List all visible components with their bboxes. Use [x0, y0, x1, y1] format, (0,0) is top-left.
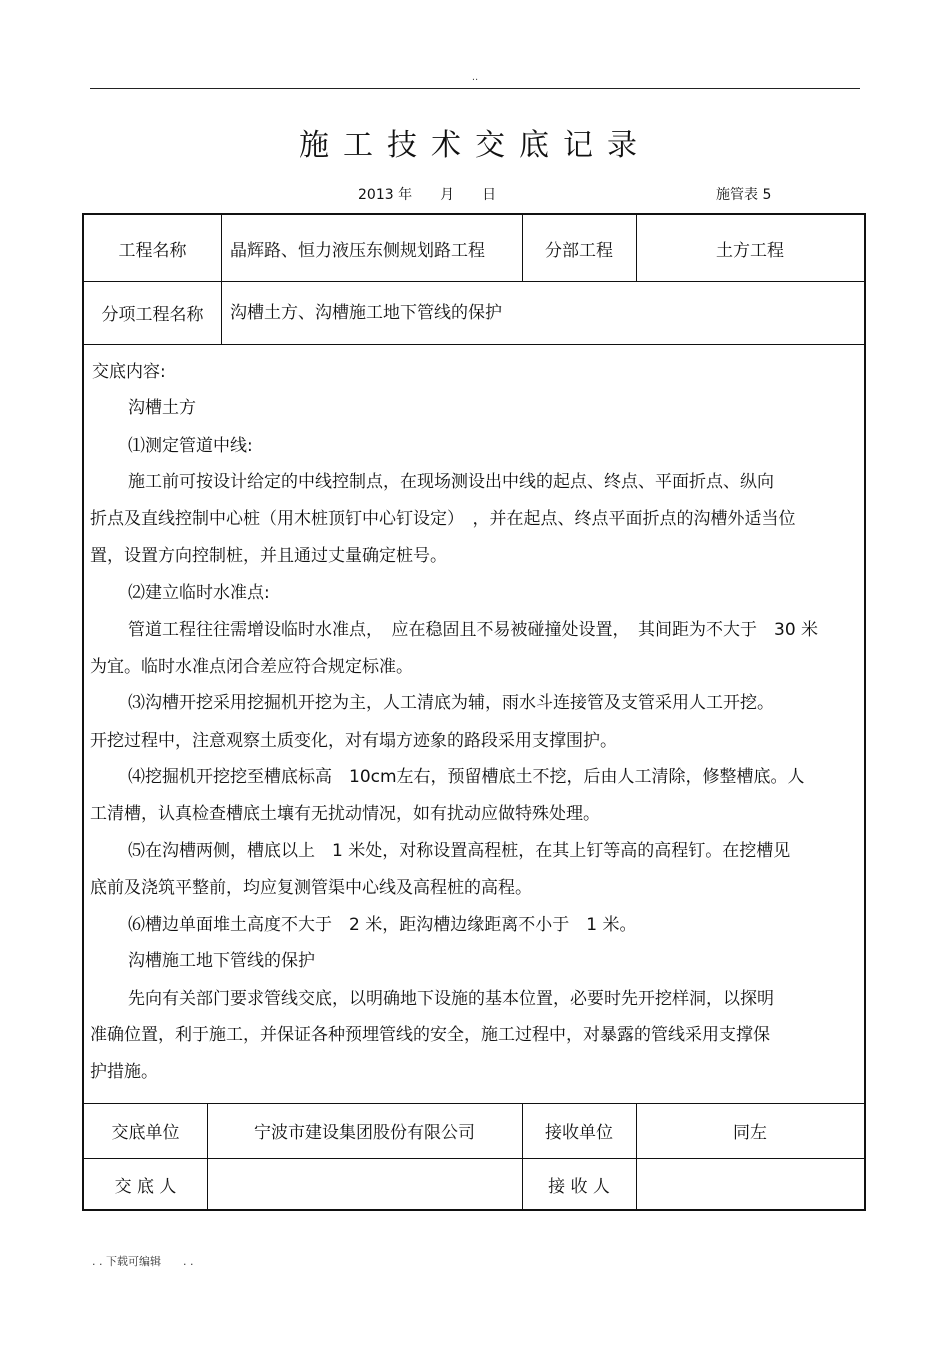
division-value: 土方工程: [716, 240, 784, 261]
content-line: ⑵建立临时水准点:: [128, 583, 270, 603]
content-heading: 交底内容:: [92, 362, 166, 382]
receiver-person-field[interactable]: [636, 1158, 864, 1211]
receiver-unit-value: 同左: [733, 1123, 767, 1143]
issuer-person-label: 交 底 人: [114, 1177, 177, 1197]
content-line: 施工前可按设计给定的中线控制点，在现场测设出中线的起点、终点、平面折点、纵向: [128, 472, 774, 492]
issuer-unit-label: 交底单位: [111, 1123, 180, 1143]
date-line: 2013 年 月 日: [358, 187, 497, 203]
form-number: 施管表 5: [716, 187, 772, 203]
receiver-unit-label: 接收单位: [545, 1123, 613, 1143]
content-line: 底前及浇筑平整前，均应复测管渠中心线及高程桩的高程。: [90, 878, 532, 898]
content-line: ⑶沟槽开挖采用挖掘机开挖为主，人工清底为辅，雨水斗连接管及支管采用人工开挖。: [128, 693, 774, 713]
content-line: 先向有关部门要求管线交底，以明确地下设施的基本位置，必要时先开挖样洞，以探明: [128, 989, 774, 1009]
content-line: 沟槽施工地下管线的保护: [128, 951, 315, 971]
header-rule: [90, 88, 860, 89]
record-table: [82, 213, 866, 1211]
content-line: ⑹槽边单面堆土高度不大于 2 米，距沟槽边缘距离不小于 1 米。: [128, 915, 637, 935]
issuer-unit-value: 宁波市建设集团股份有限公司: [254, 1123, 475, 1143]
content-line: 准确位置，利于施工，并保证各种预埋管线的安全，施工过程中，对暴露的管线采用支撑保: [90, 1025, 770, 1045]
content-line: 置，设置方向控制桩，并且通过丈量确定桩号。: [90, 546, 447, 566]
footer-note: . . 下载可编辑 . .: [92, 1255, 194, 1268]
content-line: 工清槽，认真检查槽底土壤有无扰动情况，如有扰动应做特殊处理。: [90, 804, 600, 824]
content-line: 为宜。临时水准点闭合差应符合规定标准。: [90, 657, 413, 677]
receiver-person-label: 接 收 人: [548, 1177, 610, 1197]
row-divider: [84, 344, 864, 345]
subitem-value: 沟槽土方、沟槽施工地下管线的保护: [230, 303, 502, 323]
content-line: 护措施。: [90, 1062, 158, 1082]
document-title: 施工技术交底记录: [299, 128, 651, 163]
subitem-label: 分项工程名称: [101, 305, 204, 325]
project-name-value: 晶辉路、恒力液压东侧规划路工程: [230, 240, 485, 261]
content-line: ⑷挖掘机开挖挖至槽底标高 10cm左右，预留槽底土不挖，后由人工清除，修整槽底。人: [128, 767, 805, 787]
header-dots: ..: [471, 72, 479, 83]
division-label: 分部工程: [545, 240, 613, 261]
col-divider: [221, 215, 222, 344]
content-line: 开挖过程中，注意观察土质变化，对有塌方迹象的路段采用支撑围护。: [90, 731, 617, 751]
content-line: ⑴测定管道中线:: [128, 436, 253, 456]
project-name-label: 工程名称: [118, 240, 187, 261]
issuer-person-field[interactable]: [207, 1158, 522, 1211]
content-line: 沟槽土方: [128, 398, 196, 418]
content-line: 折点及直线控制中心桩（用木桩顶钉中心钉设定） ，并在起点、终点平面折点的沟槽外适当位: [90, 509, 796, 529]
content-line: ⑸在沟槽两侧，槽底以上 1 米处，对称设置高程桩，在其上钉等高的高程钉。在挖槽见: [128, 841, 791, 861]
content-line: 管道工程往往需增设临时水准点， 应在稳固且不易被碰撞处设置， 其间距为不大于 30 米: [128, 620, 819, 640]
